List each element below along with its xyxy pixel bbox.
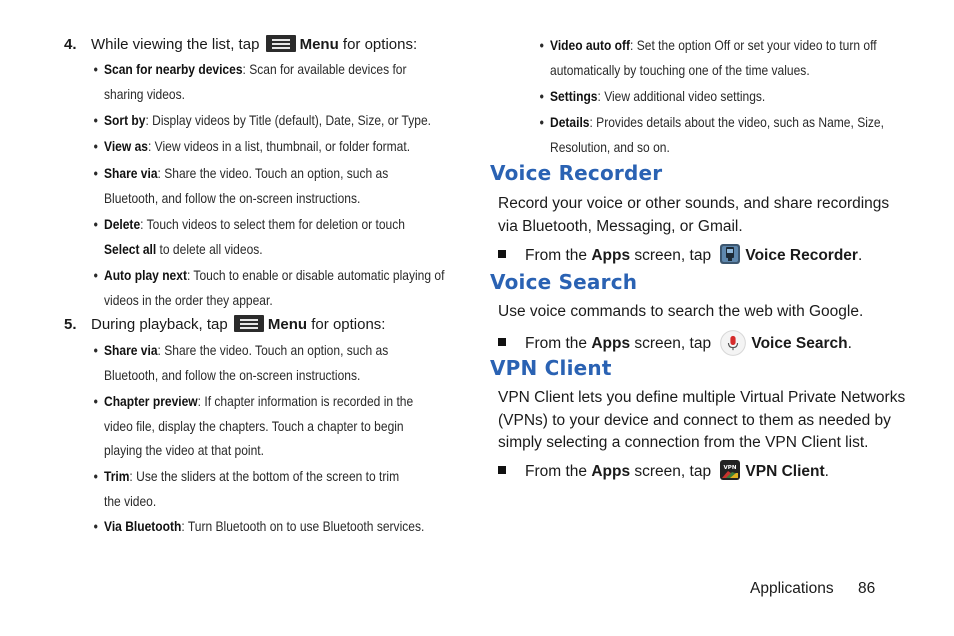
item-desc-cont: video file, display the chapters. Touch a chapter to begin (104, 417, 404, 434)
list-item: • Trim: Use the sliders at the bottom of the screen to trim the video. (93, 468, 400, 509)
app-name: Voice Search (751, 335, 848, 352)
item-term-inline: Select all (104, 240, 157, 257)
square-bullet (498, 250, 506, 258)
item-term: Delete (104, 216, 141, 232)
square-bullet (498, 338, 506, 346)
list-item: • Sort by: Display videos by Title (default), Date, Size, or Type. (93, 112, 432, 128)
app-name: Voice Recorder (745, 247, 858, 264)
list-item: • View as: View videos in a list, thumbnail, or folder format. (93, 138, 411, 154)
section-body: Use voice commands to search the web with Google. (498, 303, 864, 320)
item-term: Video auto off (550, 37, 631, 53)
list-item: • Chapter preview: If chapter information is recorded in the video file, display the chapters. Touch a chapter to begin playing the video at that point. (93, 393, 414, 458)
list-item: • Delete: Touch videos to select them for deletion or touch Select all to delete all videos. (93, 216, 405, 257)
item-desc-cont: sharing videos. (104, 85, 185, 102)
menu-icon (266, 35, 296, 52)
footer-section: Applications (750, 580, 834, 597)
item-desc-cont: Bluetooth, and follow the on-screen instructions. (104, 366, 361, 383)
step-text-end: for options: (311, 316, 386, 333)
item-term: Sort by (104, 112, 146, 128)
instruction-text: From the (525, 463, 588, 480)
item-desc-cont: to delete all videos. (156, 240, 263, 257)
section-heading-voice-recorder: Voice Recorder (490, 161, 663, 185)
item-desc-cont: Bluetooth, and follow the on-screen instructions. (104, 189, 361, 206)
item-term: Share via (104, 165, 158, 181)
instruction-text: screen, tap (634, 335, 712, 352)
apps-label: Apps (591, 463, 631, 480)
microphone-icon (720, 330, 746, 356)
item-desc: : If chapter information is recorded in the (197, 393, 414, 409)
item-term: Chapter preview (104, 393, 198, 409)
section-heading-voice-search: Voice Search (490, 270, 638, 294)
square-bullet (498, 466, 506, 474)
step-text-end: for options: (342, 36, 418, 53)
step-number: 5. (64, 316, 77, 333)
section-body: VPN Client lets you define multiple Virtual Private Networks (VPNs) to your device and connect to them as needed by simply selecting a connection from the VPN Client list. (498, 389, 906, 451)
menu-icon (234, 315, 264, 332)
list-item: • Video auto off: Set the option Off or set your video to turn off automatically by touching one of the time values. (539, 37, 877, 78)
instruction-item: From the Apps screen, tap VPN VPN Client. (498, 460, 829, 483)
menu-label: Menu (267, 316, 308, 333)
step-text: During playback, tap (91, 316, 228, 333)
list-item: • Auto play next: Touch to enable or disable automatic playing of videos in the order they appear. (93, 267, 445, 308)
item-term: Auto play next (104, 267, 187, 283)
list-item: • Details: Provides details about the video, such as Name, Size, Resolution, and so on. (539, 114, 884, 155)
section-heading-vpn-client: VPN Client (490, 356, 612, 380)
item-desc: : Turn Bluetooth on to use Bluetooth services. (181, 518, 425, 534)
item-term: Scan for nearby devices (104, 61, 243, 77)
list-item: • Via Bluetooth: Turn Bluetooth on to use Bluetooth services. (93, 518, 425, 534)
list-item: • Settings: View additional video settings. (539, 88, 766, 104)
step-text: While viewing the list, tap (91, 36, 260, 53)
item-term: Trim (104, 468, 130, 484)
section-body: Record your voice or other sounds, and share recordings via Bluetooth, Messaging, or Gmail. (498, 195, 890, 235)
item-desc: : View additional video settings. (597, 88, 766, 104)
item-term: Via Bluetooth (104, 518, 182, 534)
step-number: 4. (64, 36, 77, 53)
item-desc: : Use the sliders at the bottom of the screen to trim (129, 468, 400, 484)
item-desc: : Touch videos to select them for deletion or touch (140, 216, 405, 232)
item-desc-cont: automatically by touching one of the time values. (550, 61, 810, 78)
instruction-text: From the (525, 335, 588, 352)
item-desc: : Provides details about the video, such as Name, Size, (589, 114, 884, 130)
vpn-icon-text: VPN (723, 465, 737, 471)
item-desc-cont: playing the video at that point. (104, 442, 264, 458)
item-term: Settings (550, 88, 598, 104)
page-number: 86 (858, 580, 876, 597)
item-desc-cont: Resolution, and so on. (550, 138, 670, 155)
list-item: • Share via: Share the video. Touch an option, such as Bluetooth, and follow the on-screen instructions. (93, 342, 389, 383)
instruction-text: screen, tap (634, 463, 712, 480)
list-item: • Scan for nearby devices: Scan for available devices for sharing videos. (93, 61, 407, 102)
item-term: Share via (104, 342, 158, 358)
item-desc: : Display videos by Title (default), Date, Size, or Type. (145, 112, 432, 128)
instruction-text: From the (525, 247, 588, 264)
vpn-client-icon (720, 460, 740, 480)
item-desc-cont: the video. (104, 492, 157, 509)
item-desc-cont: videos in the order they appear. (104, 291, 273, 308)
item-desc: : View videos in a list, thumbnail, or folder format. (147, 138, 411, 154)
app-name: VPN Client (745, 463, 825, 480)
item-desc: : Share the video. Touch an option, such as (157, 165, 389, 181)
menu-label: Menu (299, 36, 339, 53)
item-desc: : Set the option Off or set your video to turn off (630, 37, 877, 53)
instruction-item: From the Apps screen, tap Voice Recorder. (498, 244, 862, 267)
item-term: Details (550, 114, 590, 130)
voice-recorder-icon (720, 244, 740, 264)
item-desc: : Touch to enable or disable automatic playing of (186, 267, 445, 283)
instruction-text: screen, tap (634, 247, 712, 264)
apps-label: Apps (591, 335, 631, 352)
instruction-item: From the Apps screen, tap Voice Search. (498, 330, 852, 356)
apps-label: Apps (591, 247, 631, 264)
list-item: • Share via: Share the video. Touch an option, such as Bluetooth, and follow the on-screen instructions. (93, 165, 389, 206)
item-desc: : Share the video. Touch an option, such as (157, 342, 389, 358)
item-desc: : Scan for available devices for (242, 61, 407, 77)
item-term: View as (104, 138, 148, 154)
